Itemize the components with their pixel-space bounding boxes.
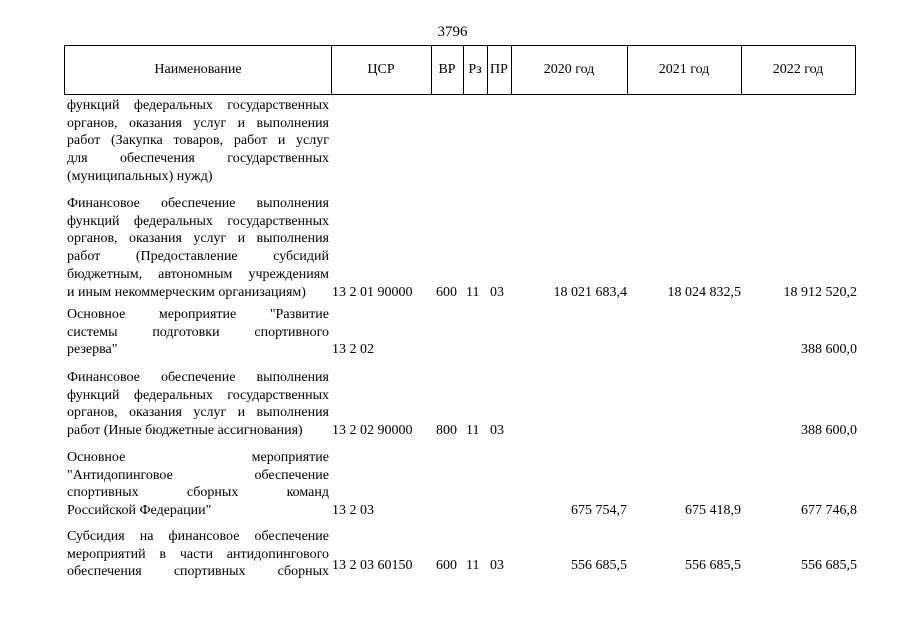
- row-rz: 11: [466, 423, 480, 439]
- header-2022: 2022 год: [772, 62, 824, 77]
- row-2021: 18 024 832,5: [667, 284, 741, 300]
- row-2022: 388 600,0: [801, 342, 857, 358]
- header-pr: ПР: [490, 62, 508, 77]
- table-header: [64, 45, 856, 95]
- page-number: 3796: [437, 24, 468, 40]
- row-csr: 13 2 02 90000: [332, 423, 413, 439]
- row-2020: 675 754,7: [571, 503, 627, 519]
- row-2022: 18 912 520,2: [783, 284, 857, 300]
- row-2020: 18 021 683,4: [553, 284, 627, 300]
- row-2020: 556 685,5: [571, 558, 627, 574]
- row-2021: 556 685,5: [685, 558, 741, 574]
- row-pr: 03: [490, 284, 504, 300]
- row-2022: 556 685,5: [801, 558, 857, 574]
- row-name: Основное мероприятие "Антидопинговое обеспечение спортивных сборных команд Российской Федерации": [67, 450, 329, 519]
- header-2021: 2021 год: [658, 62, 710, 77]
- row-2021: 675 418,9: [685, 503, 741, 519]
- row-pr: 03: [490, 423, 504, 439]
- row-vr: 600: [436, 284, 457, 300]
- row-csr: 13 2 03 60150: [332, 558, 413, 574]
- row-pr: 03: [490, 558, 504, 574]
- row-rz: 11: [466, 284, 480, 300]
- row-2022: 388 600,0: [801, 423, 857, 439]
- header-rz: Рз: [468, 62, 482, 77]
- row-2022: 677 746,8: [801, 503, 857, 519]
- row-csr: 13 2 03: [332, 503, 374, 519]
- row-name: Субсидия на финансовое обеспечение мероприятий в части антидопингового обеспечения спортивных сборных: [67, 529, 329, 580]
- row-csr: 13 2 01 90000: [332, 284, 413, 300]
- row-name: Основное мероприятие "Развитие системы подготовки спортивного резерва": [67, 307, 329, 358]
- header-2020: 2020 год: [543, 62, 595, 77]
- header-vr: ВР: [438, 62, 456, 77]
- row-csr: 13 2 02: [332, 342, 374, 358]
- row-rz: 11: [466, 558, 480, 574]
- row-name: функций федеральных государственных органов, оказания услуг и выполнения работ (Закупка товаров, работ и услуг для обеспечения государственных (муниципальных) нужд): [67, 98, 329, 184]
- row-name: Финансовое обеспечение выполнения функций федеральных государственных органов, оказания услуг и выполнения работ (Иные бюджетные ассигнования): [67, 370, 329, 439]
- header-name: Наименование: [154, 62, 242, 77]
- row-vr: 600: [436, 558, 457, 574]
- header-csr: ЦСР: [367, 62, 395, 77]
- row-name: Финансовое обеспечение выполнения функций федеральных государственных органов, оказания услуг и выполнения работ (Предоставление субсидий бюджетным, автономным учреждениям и иным некоммерческим организациям): [67, 196, 329, 300]
- row-vr: 800: [436, 423, 457, 439]
